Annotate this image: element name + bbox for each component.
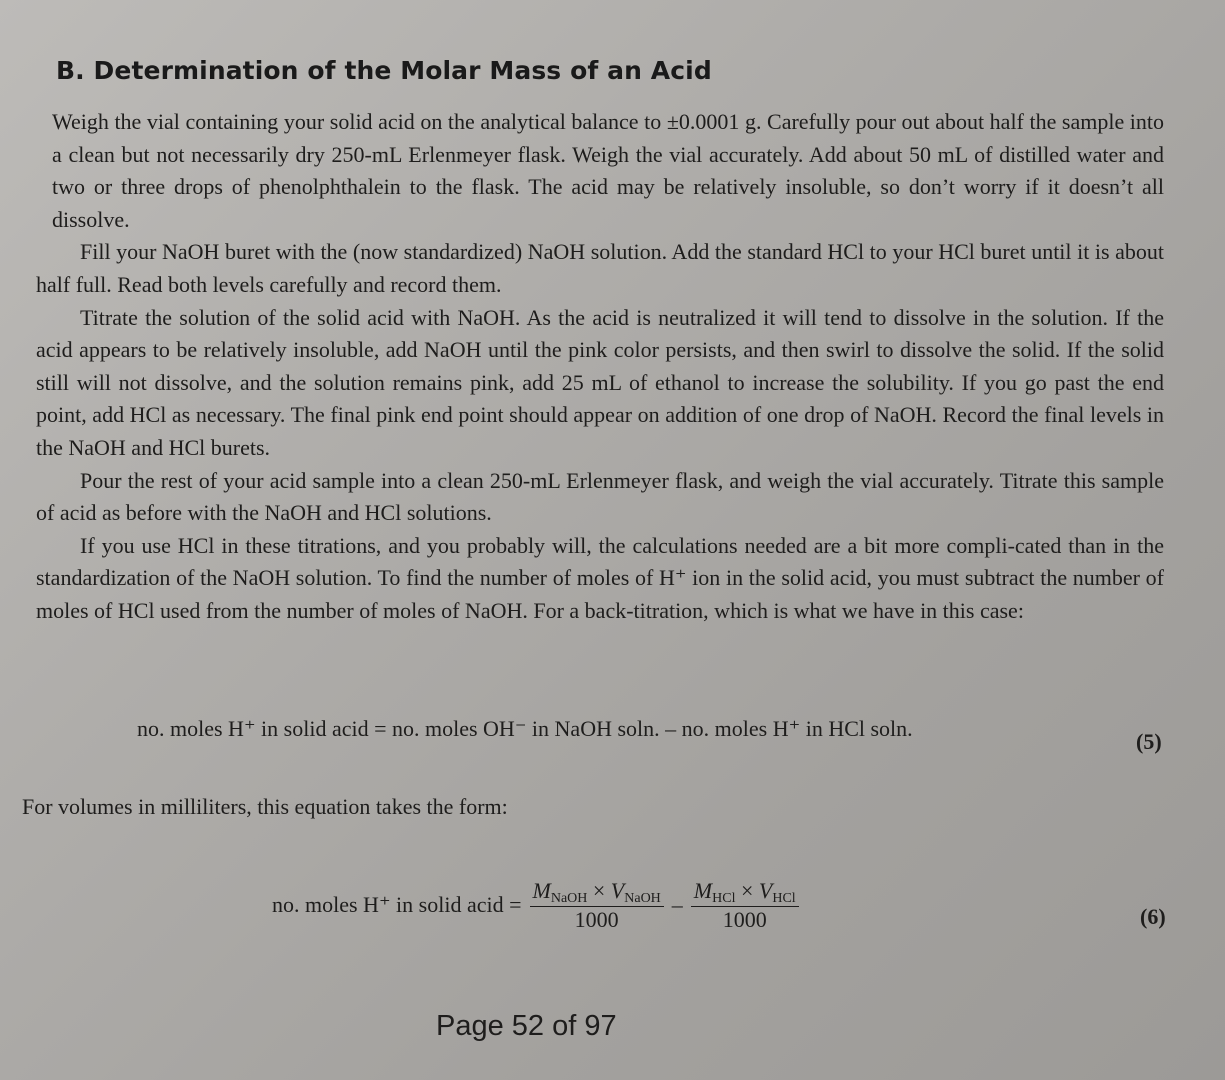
page-number: Page 52 of 97 [436, 1010, 617, 1042]
fraction-naoh [530, 878, 664, 932]
paragraph-calculations: If you use HCl in these titrations, and you probably will, the calculations needed are a bit more compli-cated than in the standardization of the NaOH solution. To find the number of moles of H⁺ ion in the solid acid, you must subtract the number of moles of HCl used from the number of moles of NaOH. For a back-titration, which is what we have in this case: [36, 532, 1164, 623]
paragraph-second-sample: Pour the rest of your acid sample into a clean 250-mL Erlenmeyer flask, and weigh the vial accurately. Titrate this sample of acid as before with the NaOH and HCl solutions. [36, 467, 1164, 526]
equation-6 [272, 878, 807, 932]
equation-5: no. moles H⁺ in solid acid = no. moles OH⁻ in NaOH soln. – no. moles H⁺ in HCl soln. [137, 716, 913, 741]
fraction-hcl [691, 878, 799, 932]
form-text: For volumes in milliliters, this equation takes the form: [22, 794, 508, 819]
fraction-hcl-numerator: $M_{HCl} \times V_{HCl}$ [691, 878, 799, 907]
fraction-naoh-denominator: 1000 [574, 907, 619, 932]
paragraph-weigh-vial: Weigh the vial containing your solid acid on the analytical balance to ±0.0001 g. Carefully pour out about half the sample into a clean but not necessarily dry 250-mL Erlenmeyer flask. Weigh the vial accurately. Add about 50 mL of distilled water and two or three drops of phenolphthalein to the flask. The acid may be relatively insoluble, so don’t worry if it doesn’t all dissolve. [52, 109, 1164, 232]
equation-5-number: (5) [1136, 729, 1162, 754]
equation-6-lhs: no. moles H⁺ in solid acid = [272, 892, 522, 917]
paragraph-fill-buret: Fill your NaOH buret with the (now standardized) NaOH solution. Add the standard HCl to your HCl buret until it is about half full. Read both levels carefully and record them. [36, 239, 1164, 297]
paragraph-titrate: Titrate the solution of the solid acid with NaOH. As the acid is neutralized it will tend to dissolve in the solution. If the acid appears to be relatively insoluble, add NaOH until the pink color persists, and then swirl to dissolve the solid. If the solid still will not dissolve, and the solution remains pink, add 25 mL of ethanol to increase the solubility. If you go past the end point, add HCl as necessary. The final pink end point should appear on addition of one drop of NaOH. Record the final levels in the NaOH and HCl burets. [36, 304, 1164, 460]
equation-6-minus: – [671, 892, 683, 917]
body-text [36, 106, 1164, 628]
fraction-naoh-numerator: $M_{NaOH} \times V_{NaOH}$ [530, 878, 664, 907]
equation-6-number: (6) [1140, 904, 1166, 929]
section-heading: B. Determination of the Molar Mass of an Acid [56, 56, 712, 85]
fraction-hcl-denominator: 1000 [722, 907, 767, 932]
